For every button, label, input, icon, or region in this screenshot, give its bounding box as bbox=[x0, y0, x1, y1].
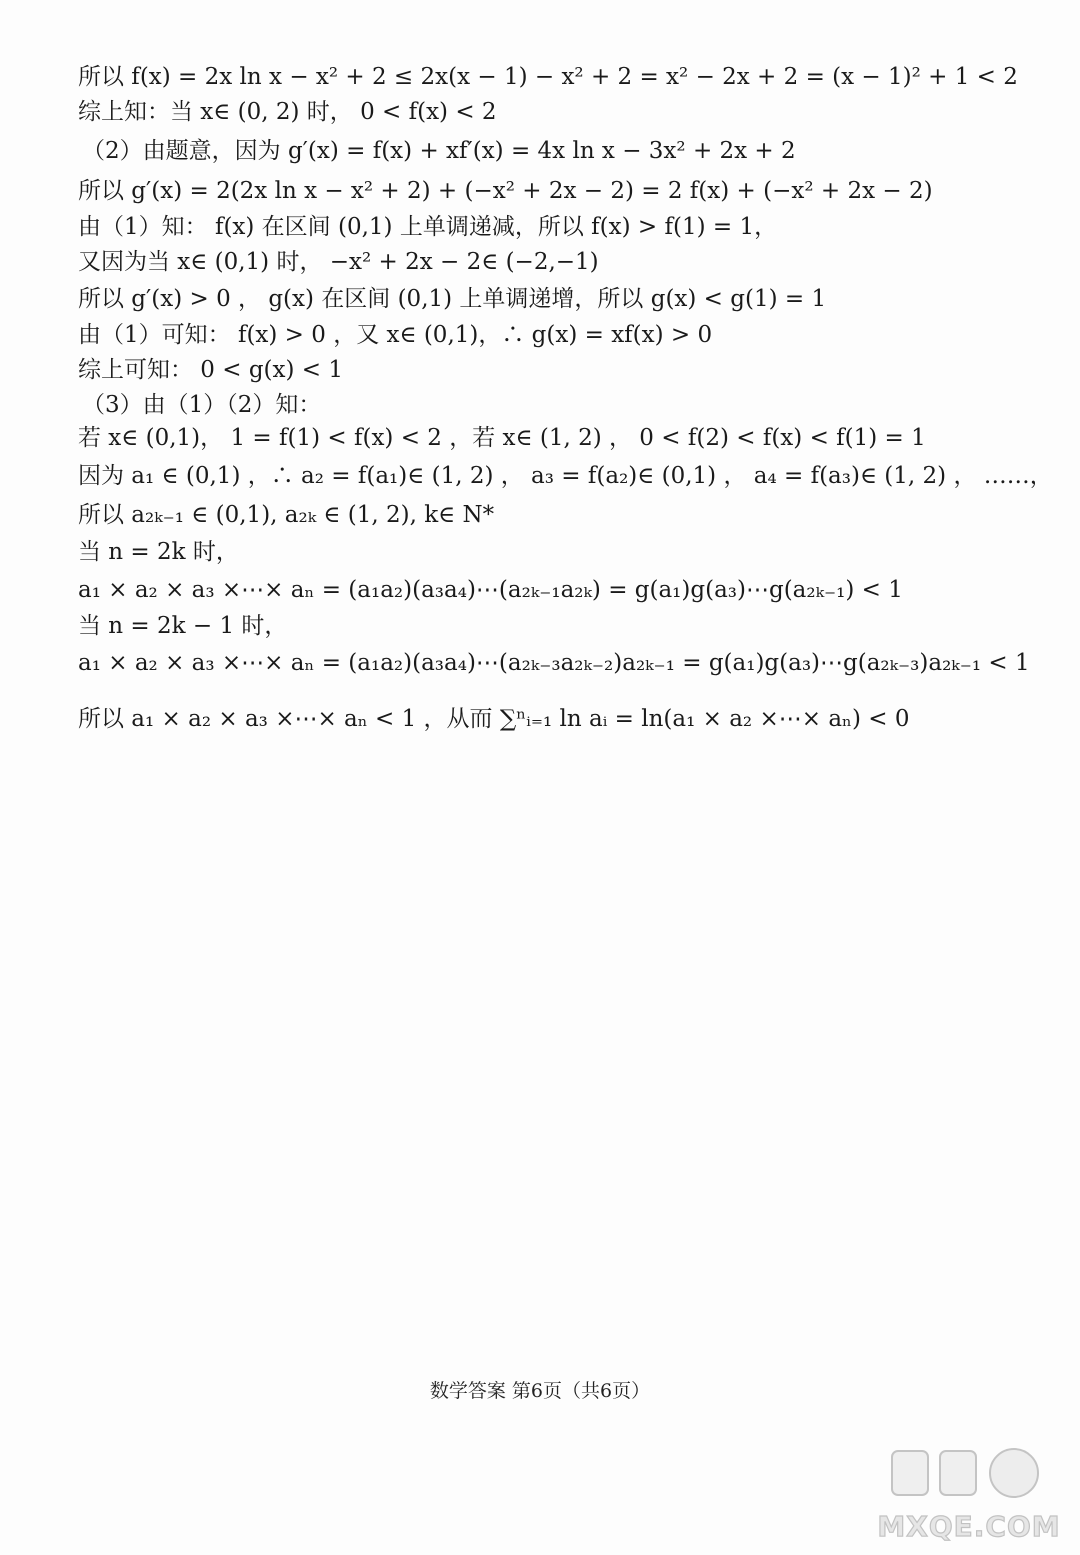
text-line: 当 n = 2k 时， bbox=[78, 539, 239, 565]
text-line: 当 n = 2k − 1 时， bbox=[78, 613, 288, 639]
text-line: a₁ × a₂ × a₃ ×⋯× aₙ = (a₁a₂)(a₃a₄)⋯(a₂ₖ₋₃a₂ₖ₋₂)a₂ₖ₋₁ = g(a₁)g(a₃)⋯g(a₂ₖ₋₃)a₂ₖ₋₁ < 1 bbox=[78, 650, 1030, 676]
page-footer: 数学答案 第6页（共6页） bbox=[429, 1380, 651, 1402]
watermark-graphic-icon bbox=[864, 1443, 1064, 1513]
text-line: 所以 g′(x) = 2(2x ln x − x² + 2) + (−x² + 2x − 2) = 2 f(x) + (−x² + 2x − 2) bbox=[78, 178, 933, 204]
text-line: 由（1）可知： f(x) > 0 ，又 x∈ (0,1)，∴ g(x) = xf(x) > 0 bbox=[78, 322, 713, 348]
text-line: a₁ × a₂ × a₃ ×⋯× aₙ = (a₁a₂)(a₃a₄)⋯(a₂ₖ₋₁a₂ₖ) = g(a₁)g(a₃)⋯g(a₂ₖ₋₁) < 1 bbox=[78, 577, 903, 603]
text-line: （2）由题意，因为 g′(x) = f(x) + xf′(x) = 4x ln x − 3x² + 2x + 2 bbox=[82, 138, 796, 164]
text-line: 由（1）知： f(x) 在区间 (0,1) 上单调递减，所以 f(x) > f(1) = 1， bbox=[78, 214, 778, 240]
text-line: 所以 a₁ × a₂ × a₃ ×⋯× aₙ < 1 ，从而 ∑ⁿᵢ₌₁ ln aᵢ = ln(a₁ × a₂ ×⋯× aₙ) < 0 bbox=[78, 706, 910, 732]
text-line: 所以 g′(x) > 0 ， g(x) 在区间 (0,1) 上单调递增，所以 g(x) < g(1) = 1 bbox=[78, 286, 827, 312]
watermark-text: MXQE.COM bbox=[877, 1510, 1061, 1543]
text-line: 因为 a₁ ∈ (0,1) ，∴ a₂ = f(a₁)∈ (1, 2) ， a₃ = f(a₂)∈ (0,1) ， a₄ = f(a₃)∈ (1, 2) ， ……， bbox=[78, 463, 1053, 489]
text-line: 综上知：当 x∈ (0, 2) 时， 0 < f(x) < 2 bbox=[78, 99, 497, 125]
watermark-logo bbox=[864, 1443, 1064, 1543]
text-line: 所以 a₂ₖ₋₁ ∈ (0,1), a₂ₖ ∈ (1, 2), k∈ N* bbox=[78, 502, 495, 528]
text-line: 所以 f(x) = 2x ln x − x² + 2 ≤ 2x(x − 1) − x² + 2 = x² − 2x + 2 = (x − 1)² + 1 < 2 bbox=[78, 64, 1018, 90]
text-line: 综上可知： 0 < g(x) < 1 bbox=[78, 357, 344, 383]
text-line: 若 x∈ (0,1)， 1 = f(1) < f(x) < 2 ，若 x∈ (1, 2) ， 0 < f(2) < f(x) < f(1) = 1 bbox=[78, 425, 926, 451]
text-line: 又因为当 x∈ (0,1) 时， −x² + 2x − 2∈ (−2,−1) bbox=[78, 249, 599, 275]
text-line: （3）由（1）（2）知： bbox=[82, 392, 322, 418]
